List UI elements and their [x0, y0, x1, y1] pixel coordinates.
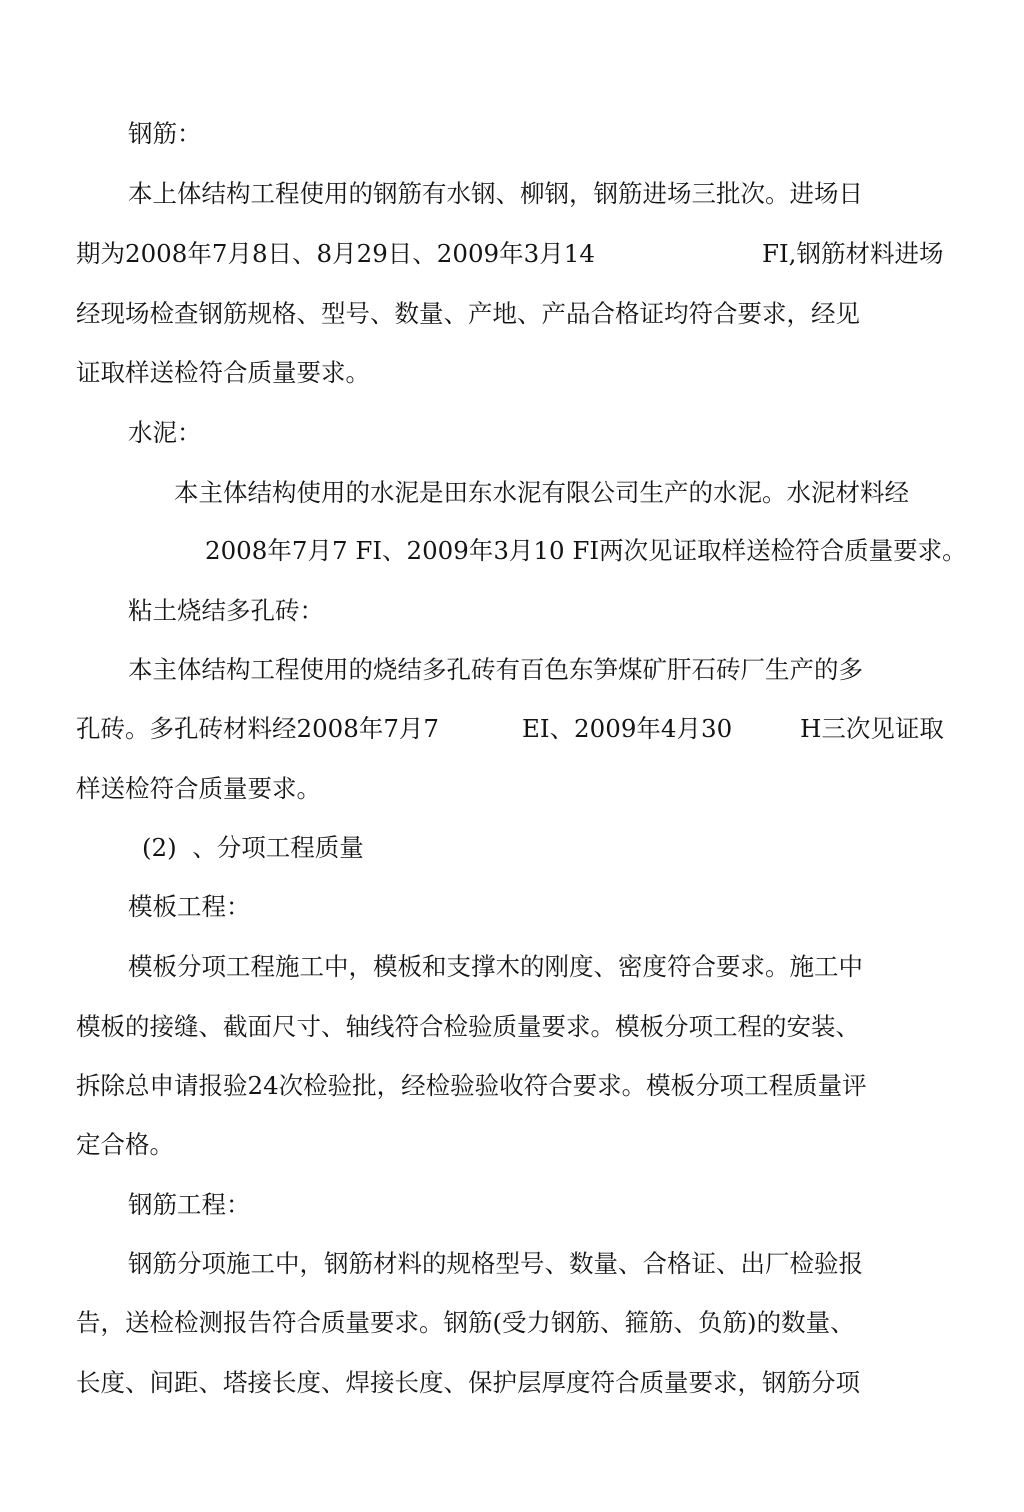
paragraph-line: 本主体结构工程使用的烧结多孔砖有百色东笋煤矿肝石砖厂生产的多	[128, 655, 863, 684]
paragraph-line: 样送检符合质量要求。	[76, 774, 321, 803]
paragraph-line-fragment: H三次见证取	[800, 714, 944, 743]
heading-formwork: 模板工程：	[128, 892, 251, 921]
paragraph-line-fragment: FI,钢筋材料进场	[762, 239, 944, 268]
heading-steel-materials: 钢筋：	[128, 119, 202, 148]
paragraph-line: 期为2008年7月8日、8月29日、2009年3月14	[76, 239, 595, 268]
paragraph-line: 本主体结构使用的水泥是田东水泥有限公司生产的水泥。水泥材料经	[174, 478, 909, 507]
paragraph-line: 2008年7月7 FI、2009年3月10 FI两次见证取样送检符合质量要求。	[205, 536, 967, 565]
paragraph-line: 经现场检查钢筋规格、型号、数量、产地、产品合格证均符合要求，经见	[76, 299, 860, 328]
paragraph-line: 证取样送检符合质量要求。	[76, 358, 370, 387]
section-heading-subitem-quality: (2) 、分项工程质量	[142, 833, 364, 862]
paragraph-line: 模板分项工程施工中，模板和支撑木的刚度、密度符合要求。施工中	[128, 952, 863, 981]
paragraph-line: 钢筋分项施工中，钢筋材料的规格型号、数量、合格证、出厂检验报	[128, 1249, 863, 1278]
paragraph-line: 告，送检检测报告符合质量要求。钢筋(受力钢筋、箍筋、负筋)的数量、	[76, 1308, 855, 1337]
paragraph-line: 长度、间距、塔接长度、焊接长度、保护层厚度符合质量要求，钢筋分项	[76, 1368, 860, 1397]
paragraph-line: 拆除总申请报验24次检验批，经检验验收符合要求。模板分项工程质量评	[76, 1071, 867, 1100]
paragraph-line-fragment: EI、2009年4月30	[522, 714, 733, 743]
heading-clay-brick: 粘土烧结多孔砖：	[128, 596, 324, 625]
paragraph-line: 本上体结构工程使用的钢筋有水钢、柳钢，钢筋进场三批次。进场日	[128, 179, 863, 208]
paragraph-line: 模板的接缝、截面尺寸、轴线符合检验质量要求。模板分项工程的安装、	[76, 1012, 860, 1041]
heading-cement: 水泥：	[128, 418, 202, 447]
paragraph-line: 定合格。	[76, 1130, 174, 1159]
paragraph-line: 孔砖。多孔砖材料经2008年7月7	[76, 714, 440, 743]
heading-rebar-works: 钢筋工程：	[128, 1190, 251, 1219]
